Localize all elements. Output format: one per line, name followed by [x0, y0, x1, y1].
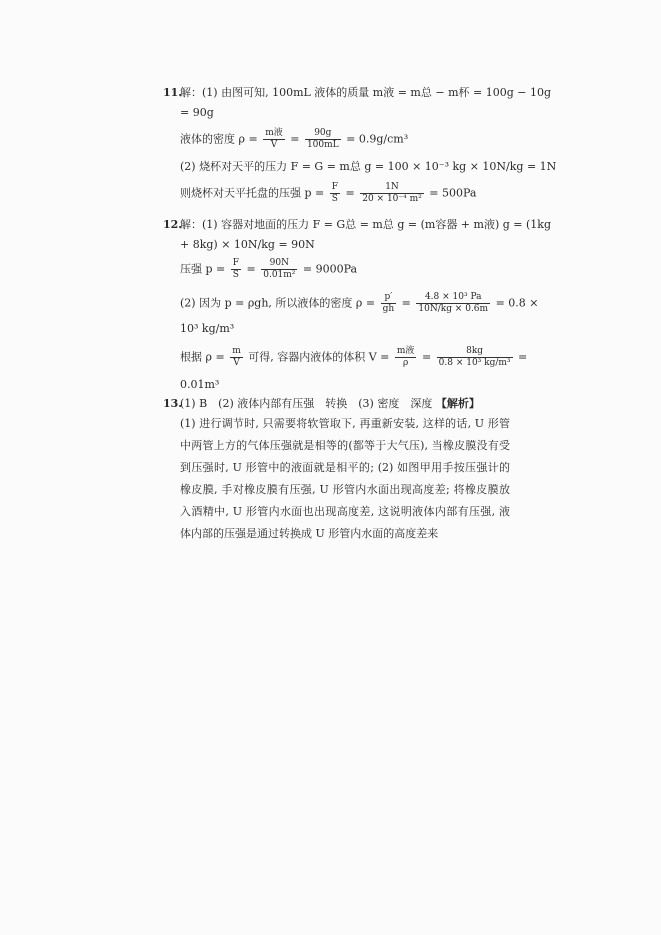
denominator: gh	[382, 304, 395, 314]
numerator: F	[331, 182, 339, 192]
denominator: 20 × 10⁻⁴ m²	[362, 194, 422, 204]
q12-line-5: 10³ kg/m³	[180, 322, 235, 335]
denominator: S	[232, 270, 239, 280]
denominator: 100mL	[306, 140, 339, 150]
numerator: p′	[381, 292, 397, 304]
numerator: 8kg	[437, 346, 513, 358]
fraction	[360, 182, 424, 205]
volume-mid: 可得, 容器内液体的体积 V =	[248, 350, 390, 364]
denominator: 10N/kg × 0.6m	[418, 304, 489, 314]
denominator: V	[270, 140, 278, 150]
q12-line-7: 0.01m³	[180, 378, 220, 391]
q11-line-2: = 90g	[180, 106, 214, 119]
numerator: m液	[396, 346, 415, 356]
result: =	[518, 350, 528, 364]
denominator: V	[233, 358, 240, 368]
numerator: F	[232, 258, 240, 268]
fraction	[437, 346, 513, 369]
result: = 0.9g/cm³	[346, 132, 409, 146]
result: = 9000Pa	[302, 262, 358, 276]
q12-density-formula	[180, 292, 539, 315]
q12-pressure-formula	[180, 258, 510, 281]
q11-pressure-formula	[180, 182, 510, 205]
question-number: 13.	[163, 397, 183, 410]
fraction	[230, 346, 243, 369]
question-number: 12.	[163, 218, 183, 231]
result: = 500Pa	[429, 186, 477, 200]
result: = 0.8 ×	[495, 296, 539, 310]
fraction	[416, 292, 490, 315]
analysis-tag: 【解析】	[435, 397, 480, 410]
numerator: 4.8 × 10³ Pa	[416, 292, 490, 304]
denominator: ρ	[403, 358, 409, 368]
fraction	[381, 292, 397, 315]
question-number: 11.	[163, 86, 183, 99]
q12-line-1: 解：(1) 容器对地面的压力 F = G总 = m总 g = (m容器 + m液) g = (1kg	[180, 218, 551, 231]
density-label: (2) 因为 p = ρgh, 所以液体的密度 ρ =	[180, 296, 376, 310]
q11-density-formula	[180, 128, 510, 151]
pressure-label: 则烧杯对天平托盘的压强 p =	[180, 186, 325, 200]
fraction	[231, 258, 241, 281]
q13-analysis: (1) 进行调节时, 只需要将软管取下, 再重新安装, 这样的话, U 形管中两管上方的气体压强就是相等的(都等于大气压), 当橡皮膜没有受到压强时, U 形管中的液面就是相平的; (2) 如图甲用手按压强计的橡皮膜, 手对橡皮膜有压强, U 形管内水面出现高度差; 将橡皮膜放入酒精中, U 形管内水面也出现高度差, 这说明液体内部有压强, 液体内部的压强是通过转换成 U 形管内水面的高度差来	[180, 417, 510, 540]
q11-line-1: 解：(1) 由图可知, 100mL 液体的质量 m液 = m总 − m杯 = 100g − 10g	[180, 86, 552, 99]
fraction	[395, 346, 417, 369]
volume-label: 根据 ρ =	[180, 350, 225, 364]
answer: (1) B (2) 液体内部有压强 转换 (3) 密度 深度	[180, 397, 433, 410]
q12-volume-formula	[180, 346, 528, 369]
q11-line-4: (2) 烧杯对天平的压力 F = G = m总 g = 100 × 10⁻³ kg × 10N/kg = 1N	[180, 160, 557, 173]
equals: =	[345, 186, 355, 200]
denominator: S	[331, 194, 338, 204]
fraction	[330, 182, 340, 205]
fraction	[263, 128, 285, 151]
fraction	[261, 258, 297, 281]
equals: =	[421, 350, 432, 364]
denominator: 0.8 × 10³ kg/m³	[438, 358, 511, 368]
equals: =	[401, 296, 411, 310]
density-label: 液体的密度 ρ =	[180, 132, 258, 146]
numerator: m	[232, 346, 241, 356]
numerator: 1N	[360, 182, 424, 194]
equals: =	[246, 262, 256, 276]
equals: =	[290, 132, 300, 146]
q12-line-2: + 8kg) × 10N/kg = 90N	[180, 238, 315, 251]
pressure-label: 压强 p =	[180, 262, 226, 276]
q13-answer-line	[180, 397, 510, 411]
numerator: 90N	[261, 258, 297, 270]
numerator: 90g	[305, 128, 341, 140]
fraction	[305, 128, 341, 151]
numerator: m液	[265, 128, 283, 138]
denominator: 0.01m²	[263, 270, 296, 280]
